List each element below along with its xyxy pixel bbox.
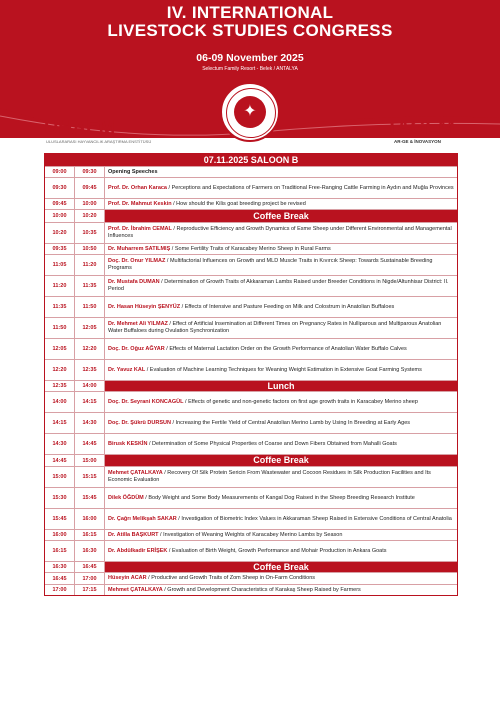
- start-time: 15:00: [45, 467, 75, 487]
- tagem-logo-subtitle: AR-GE & İNOVASYON: [394, 139, 441, 144]
- talk-title: Effects of Maternal Lactation Order on the Growth Performance of Anatolian Water Buffalo Calves: [169, 345, 407, 352]
- end-time: 11:35: [75, 276, 105, 296]
- talk-title: Growth and Development Characteristics of Karakaş Sheep Raised by Farmers: [167, 586, 361, 593]
- end-time: 17:15: [75, 585, 105, 595]
- end-time: 16:30: [75, 541, 105, 561]
- session-cell: [105, 223, 457, 243]
- end-time: 10:50: [75, 244, 105, 254]
- talk-title: How should the Kilis goat breeding project be revised: [176, 200, 306, 207]
- talk-title: Reproductive Efficiency and Growth Dynamics of Esme Sheep under Different Environmental and Managemental Influences: [108, 226, 452, 239]
- session-cell: [105, 585, 457, 595]
- start-time: 11:05: [45, 255, 75, 275]
- start-time: 16:00: [45, 530, 75, 540]
- start-time: 11:35: [45, 297, 75, 317]
- start-time: 11:50: [45, 318, 75, 338]
- start-time: 12:35: [45, 381, 75, 391]
- session-row: [45, 338, 457, 359]
- uhaem-logo-subtitle: ULUSLARARASI HAYVANCILIK ARAŞTIRMA ENSTİTÜSÜ: [46, 139, 152, 144]
- start-time: 16:45: [45, 573, 75, 584]
- end-time: 09:30: [75, 167, 105, 177]
- congress-title-line2: LIVESTOCK STUDIES CONGRESS: [107, 21, 393, 40]
- session-cell: [105, 178, 457, 198]
- break-row: [45, 380, 457, 391]
- separator: /: [170, 419, 176, 426]
- talk-title: Effects of Intensive and Pasture Feeding on Milk and Colostrum in Anatolian Buffaloes: [184, 303, 395, 310]
- speaker-name: Dr. Abdülkadir ERİŞEK: [108, 547, 168, 554]
- session-row: [45, 487, 457, 508]
- talk-title: Productive and Growth Traits of Zom Sheep in On-Farm Conditions: [151, 575, 316, 581]
- end-time: 16:15: [75, 530, 105, 540]
- speaker-name: Doç. Dr. Seyrani KONCAGÜL: [108, 398, 184, 405]
- talk-title: Opening Speeches: [108, 168, 158, 175]
- session-row: [45, 222, 457, 243]
- session-row: [45, 433, 457, 454]
- talk-title: Determination of Growth Traits of Akkaraman Lambs Raised under Breeder Conditions in Nigde/Altunhisar District: II. Period: [108, 279, 449, 292]
- session-row: [45, 275, 457, 296]
- start-time: 12:20: [45, 360, 75, 380]
- start-time: 09:30: [45, 178, 75, 198]
- speaker-name: Dr. Yavuz KAL: [108, 366, 146, 373]
- separator: /: [145, 366, 150, 373]
- start-time: 11:20: [45, 276, 75, 296]
- end-time: 12:35: [75, 360, 105, 380]
- separator: /: [183, 398, 189, 405]
- start-time: 09:35: [45, 244, 75, 254]
- talk-title: Perceptions and Expectations of Farmers on Traditional Free-Ranging Cattle Farming in Aydın and Muğla Provinces: [171, 184, 454, 191]
- talk-title: Recovery Of Silk Protein Sericin From Wastewater and Cocoon Residues in Silk Production Facilities and Its Economic Evaluation: [108, 470, 431, 483]
- talk-title: Some Fertility Traits of Karacabey Merino Sheep in Rural Farms: [174, 245, 331, 252]
- session-row: [45, 584, 457, 595]
- start-time: 14:30: [45, 434, 75, 454]
- break-row: [45, 454, 457, 466]
- session-cell: [105, 467, 457, 487]
- break-label: Coffee Break: [105, 210, 457, 222]
- uhaem-logo: [44, 117, 152, 144]
- uhaem-logo-text: UHAEM: [44, 117, 115, 139]
- end-time: 10:35: [75, 223, 105, 243]
- talk-title: Effect of Artificial Insemination at Different Times on Pregnancy Rates in Nulliparous and Multiparous Anatolian Water Buffaloes during Ovulation Synchronization: [108, 321, 442, 334]
- speaker-name: Prof. Dr. Mahmut Keskin: [108, 200, 172, 207]
- session-row: [45, 317, 457, 338]
- tagem-logo-text: TAGEM: [386, 117, 455, 139]
- separator: /: [171, 226, 177, 232]
- speaker-name: Prof. Dr. İbrahim CEMAL: [108, 226, 172, 232]
- session-cell: [105, 360, 457, 380]
- break-row: [45, 209, 457, 222]
- speaker-name: Dr. Mustafa DUMAN: [108, 279, 160, 285]
- session-cell: [105, 276, 457, 296]
- talk-title: Determination of Some Physical Properties of Coarse and Down Fibers Obtained from Mahalli Goats: [152, 440, 397, 447]
- session-row: [45, 572, 457, 584]
- speaker-name: Dr. Atilla BAŞKURT: [108, 531, 159, 538]
- congress-venue: Selectum Family Resort - Belek / ANTALYA: [202, 66, 298, 72]
- session-cell: [105, 573, 457, 584]
- session-row: [45, 359, 457, 380]
- end-time: 14:30: [75, 413, 105, 433]
- separator: /: [158, 531, 164, 538]
- program-heading: 07.11.2025 SALOON B: [45, 154, 457, 166]
- end-time: 10:00: [75, 199, 105, 209]
- session-row: [45, 540, 457, 561]
- end-time: 17:00: [75, 573, 105, 584]
- separator: /: [164, 345, 170, 352]
- speaker-name: Dr. Muharrem SATILMIŞ: [108, 245, 171, 252]
- session-row: [45, 254, 457, 275]
- speaker-name: Dilek ÖĞDÜM: [108, 494, 144, 501]
- end-time: 12:20: [75, 339, 105, 359]
- start-time: 12:05: [45, 339, 75, 359]
- start-time: 16:15: [45, 541, 75, 561]
- speaker-name: Dr. Mehmet Ali YILMAZ: [108, 321, 168, 327]
- speaker-name: Doç. Dr. Şükrü DURSUN: [108, 419, 171, 426]
- session-cell: [105, 392, 457, 412]
- session-cell: [105, 297, 457, 317]
- end-time: 09:45: [75, 178, 105, 198]
- speaker-name: Dr. Çağrı Melikşah SAKAR: [108, 515, 177, 522]
- end-time: 14:15: [75, 392, 105, 412]
- ministry-seal-icon: ✦: [220, 82, 280, 142]
- start-time: 15:30: [45, 488, 75, 508]
- start-time: 15:45: [45, 509, 75, 529]
- speaker-name: Mehmet ÇATALKAYA: [108, 470, 163, 476]
- talk-title: Evaluation of Birth Weight, Growth Performance and Mohair Production in Ankara Goats: [172, 547, 387, 554]
- end-time: 12:05: [75, 318, 105, 338]
- separator: /: [159, 279, 165, 285]
- session-row: [45, 166, 457, 177]
- session-cell: [105, 199, 457, 209]
- session-row: [45, 529, 457, 540]
- session-cell: [105, 167, 457, 177]
- start-time: 10:00: [45, 210, 75, 222]
- session-row: [45, 296, 457, 317]
- break-label: Lunch: [105, 381, 457, 391]
- session-cell: [105, 509, 457, 529]
- end-time: 16:45: [75, 562, 105, 572]
- session-cell: [105, 530, 457, 540]
- speaker-name: Birusk KESKİN: [108, 440, 148, 447]
- start-time: 14:00: [45, 392, 75, 412]
- end-time: 15:00: [75, 455, 105, 466]
- separator: /: [171, 200, 177, 207]
- separator: /: [180, 303, 185, 310]
- talk-title: Investigation of Biometric Index Values in Akkaraman Sheep Raised in Extensive Conditions of Central Anatolia: [181, 515, 452, 522]
- speaker-name: Dr. Hasan Hüseyin ŞENYÜZ: [108, 303, 181, 310]
- session-cell: [105, 244, 457, 254]
- talk-title: Increasing the Fertile Yield of Central Anatolian Merino Lamb by Using In Breeding at Early Ages: [175, 419, 411, 426]
- start-time: 09:00: [45, 167, 75, 177]
- end-time: 11:20: [75, 255, 105, 275]
- start-time: 17:00: [45, 585, 75, 595]
- talk-title: Evaluation of Machine Learning Techniques for Weaning Weight Estimation in Extensive Goat Farming Systems: [149, 366, 422, 373]
- end-time: 16:00: [75, 509, 105, 529]
- session-cell: [105, 434, 457, 454]
- talk-title: Investigation of Weaning Weights of Karacabey Merino Lambs by Season: [163, 531, 343, 538]
- speaker-name: Mehmet ÇATALKAYA: [108, 586, 163, 593]
- speaker-name: Hüseyin ACAR: [108, 575, 147, 581]
- session-row: [45, 391, 457, 412]
- talk-title: Multifactorial Influences on Growth and MLD Muscle Traits in Kıvırcık Sheep: Towards Sustainable Breeding Programs: [108, 258, 433, 271]
- session-row: [45, 508, 457, 529]
- talk-title: Body Weight and Some Body Measurements of Kangal Dog Raised in the Sheep Breeding Research Institute: [148, 494, 415, 501]
- end-time: 10:20: [75, 210, 105, 222]
- speaker-name: Doç. Dr. Oğuz AĞYAR: [108, 345, 165, 352]
- end-time: 11:50: [75, 297, 105, 317]
- congress-date: 06-09 November 2025: [196, 52, 304, 64]
- session-row: [45, 177, 457, 198]
- talk-title: Effects of genetic and non-genetic factors on first age growth traits in Karacabey Merino sheep: [188, 398, 418, 405]
- end-time: 14:00: [75, 381, 105, 391]
- separator: /: [170, 245, 175, 252]
- session-row: [45, 243, 457, 254]
- end-time: 14:45: [75, 434, 105, 454]
- end-time: 15:15: [75, 467, 105, 487]
- session-cell: [105, 255, 457, 275]
- start-time: 14:45: [45, 455, 75, 466]
- session-cell: [105, 339, 457, 359]
- break-label: Coffee Break: [105, 562, 457, 572]
- break-row: [45, 561, 457, 572]
- speaker-name: Prof. Dr. Orhan Karaca: [108, 184, 167, 191]
- start-time: 10:20: [45, 223, 75, 243]
- session-cell: [105, 318, 457, 338]
- start-time: 16:30: [45, 562, 75, 572]
- separator: /: [147, 440, 153, 447]
- break-label: Coffee Break: [105, 455, 457, 466]
- separator: /: [162, 470, 168, 476]
- session-cell: [105, 413, 457, 433]
- speaker-name: Doç. Dr. Onur YILMAZ: [108, 258, 166, 264]
- end-time: 15:45: [75, 488, 105, 508]
- start-time: 09:45: [45, 199, 75, 209]
- tagem-logo: [386, 117, 455, 144]
- separator: /: [167, 547, 172, 554]
- separator: /: [167, 184, 172, 191]
- session-row: [45, 466, 457, 487]
- congress-title-line1: IV. INTERNATIONAL: [166, 3, 334, 22]
- session-cell: [105, 488, 457, 508]
- separator: /: [176, 515, 182, 522]
- separator: /: [167, 321, 173, 327]
- session-cell: [105, 541, 457, 561]
- separator: /: [146, 575, 152, 581]
- separator: /: [165, 258, 170, 264]
- session-row: [45, 198, 457, 209]
- start-time: 14:15: [45, 413, 75, 433]
- separator: /: [143, 494, 149, 501]
- separator: /: [162, 586, 168, 593]
- session-row: [45, 412, 457, 433]
- program-table: [44, 153, 458, 596]
